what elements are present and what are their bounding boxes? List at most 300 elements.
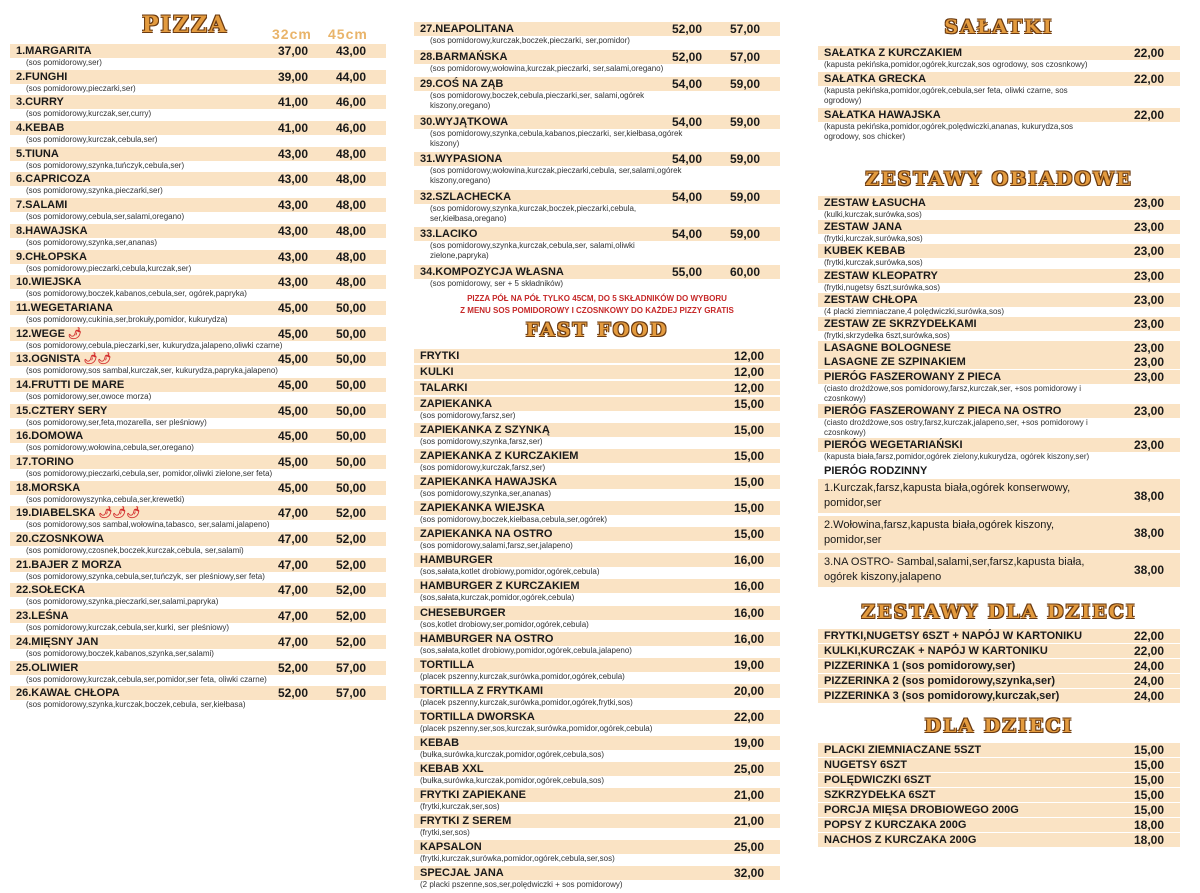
pizza-desc: (sos pomidorowy,szynka,pieczarki,ser) — [26, 186, 163, 196]
pizza-name-text: 21.BAJER Z MORZA — [16, 558, 122, 571]
fastfood-desc: (2 placki pszenne,sos,ser,polędwiczki + sos pomidorowy) — [420, 880, 623, 890]
fastfood-name: TORTILLA DWORSKA — [420, 710, 535, 723]
pizza-name — [414, 77, 780, 91]
pizza-desc: (sos pomidorowy,wołowina,cebula,ser,oregano) — [26, 443, 194, 453]
family-item — [818, 479, 1180, 513]
kids-item — [818, 818, 1180, 832]
pizza-desc: (sos pomidorowy,boczek,kabanos,cebula,ser, ogórek,papryka) — [26, 289, 247, 299]
fastfood-price: 20,00 — [733, 683, 764, 698]
family-price: 38,00 — [1133, 525, 1164, 540]
salad-item — [818, 108, 1180, 142]
lunch-price: 23,00 — [1133, 369, 1164, 384]
pizza-item — [10, 121, 386, 145]
price-45cm: 43,00 — [335, 44, 366, 58]
price-32cm: 54,00 — [671, 227, 702, 241]
pizza-name — [10, 404, 386, 418]
fastfood-price: 12,00 — [733, 364, 764, 379]
family-title: PIERÓG RODZINNY — [824, 464, 928, 477]
price-32cm: 43,00 — [277, 198, 308, 213]
pizza-name — [10, 635, 386, 649]
fastfood-desc: (frytki,kurczak,surówka,pomidor,ogórek,cebula,ser,sos) — [420, 854, 615, 864]
salad-name: SAŁATKA HAWAJSKA — [824, 109, 941, 121]
fastfood-name: FRYTKI ZAPIEKANE — [420, 789, 526, 802]
pizza-name-text: 16.DOMOWA — [16, 430, 84, 443]
fastfood-desc: (sos pomidorowy,szynka,farsz,ser) — [420, 436, 543, 446]
fastfood-desc: (bułka,surówka,kurczak,pomidor,ogórek,cebula,sos) — [420, 776, 605, 786]
price-45cm: 52,00 — [335, 634, 366, 649]
pizza-name — [414, 152, 780, 166]
fastfood-name: SPECJAŁ JANA — [420, 867, 504, 880]
salad-price: 22,00 — [1133, 108, 1164, 122]
pizza-desc: (sos pomidorowy,szynka,ser,ananas) — [26, 237, 158, 247]
price-45cm: 48,00 — [335, 146, 366, 161]
price-32cm: 41,00 — [277, 121, 308, 136]
pizza-column-left — [10, 0, 386, 712]
size-32-label: 32cm — [272, 26, 312, 42]
size-45-label: 45cm — [328, 26, 368, 42]
kids-set-name: PIZZERINKA 3 (sos pomidorowy,kurczak,ser) — [824, 689, 1060, 702]
pizza-name-text: 5.TIUNA — [16, 147, 59, 160]
lunch-item — [818, 220, 1180, 244]
kids-set-name: PIZZERINKA 1 (sos pomidorowy,ser) — [824, 659, 1016, 672]
pizza-name-text: 13.OGNISTA — [16, 353, 81, 366]
price-45cm: 48,00 — [335, 249, 366, 264]
fastfood-item — [414, 365, 780, 379]
fastfood-item — [414, 501, 780, 525]
pizza-name — [10, 352, 386, 366]
fastfood-name: HAMBURGER — [420, 554, 493, 567]
pizza-name — [10, 583, 386, 597]
fastfood-name: FRYTKI Z SEREM — [420, 815, 512, 828]
salad-name: SAŁATKA GRECKA — [824, 73, 927, 85]
pizza-desc: (sos pomidorowy,szynka,kurczak,cebula,ser, salami,oliwki zielone,papryka) — [430, 241, 635, 260]
salad-name: SAŁATKA Z KURCZAKIEM — [824, 47, 963, 59]
kids-item — [818, 743, 1180, 757]
pizza-desc: (sos pomidorowy,kurczak,cebula,ser,kurki, ser pleśniowy) — [26, 623, 230, 633]
lunch-name: PIERÓG FASZEROWANY Z PIECA — [824, 370, 1002, 383]
fastfood-list — [414, 349, 780, 891]
pizza-name — [414, 265, 780, 279]
salad-price: 22,00 — [1133, 72, 1164, 86]
pizza-name-text: 4.KEBAB — [16, 122, 65, 135]
fastfood-item — [414, 527, 780, 551]
kids-sets-title: ZESTAWY DLA DZIECI — [861, 600, 1137, 623]
price-45cm: 50,00 — [335, 352, 366, 367]
lunch-name: ZESTAW ZE SKRZYDEŁKAMI — [824, 317, 977, 330]
fastfood-name: ZAPIEKANKA Z KURCZAKIEM — [420, 449, 579, 462]
fastfood-desc: (sos pomidorowy,salami,farsz,ser,jalapeno) — [420, 541, 573, 551]
pizza-name — [10, 121, 386, 135]
fastfood-desc: (sos pomidorowy,szynka,ser,ananas) — [420, 489, 552, 499]
price-32cm: 54,00 — [671, 152, 702, 166]
price-45cm: 60,00 — [729, 264, 760, 279]
price-45cm: 59,00 — [729, 77, 760, 91]
pizza-desc: (sos pomidorowy,cebula,pieczarki,ser, kukurydza,jalapeno,oliwki czarne) — [26, 340, 283, 350]
pizza-name — [10, 558, 386, 572]
lunch-item — [818, 438, 1180, 462]
pizza-item — [10, 172, 386, 196]
lunch-desc: (ciasto drożdżowe,sos ostry,farsz,kurczak,jalapeno,ser, +sos pomidorowy i czosnkowy) — [824, 417, 1088, 437]
fastfood-desc: (sos pomidorowy,boczek,kiełbasa,cebula,ser,ogórek) — [420, 515, 608, 525]
fastfood-name: CHESEBURGER — [420, 606, 506, 619]
pizza-item — [10, 352, 386, 376]
fastfood-price: 12,00 — [733, 348, 764, 363]
pizza-item — [414, 227, 780, 261]
pizza-item — [414, 152, 780, 186]
fastfood-desc: (bułka,surówka,kurczak,pomidor,ogórek,cebula,sos) — [420, 750, 605, 759]
price-32cm: 47,00 — [277, 557, 308, 572]
kids-set-price: 24,00 — [1133, 658, 1164, 673]
kids-price: 18,00 — [1133, 817, 1164, 832]
pizza-desc: (sos pomidorowy,kurczak,cebula,ser) — [26, 135, 158, 145]
pizza-item — [414, 265, 780, 289]
price-32cm: 45,00 — [277, 352, 308, 367]
lunch-name: KUBEK KEBAB — [824, 245, 906, 258]
lunch-item — [818, 196, 1180, 220]
lunch-item — [818, 293, 1180, 317]
lunch-price: 23,00 — [1133, 268, 1164, 283]
price-32cm: 39,00 — [277, 69, 308, 84]
pizza-desc: (sos pomidorowy,ser,owoce morza) — [26, 391, 152, 401]
kids-price: 18,00 — [1133, 832, 1164, 847]
price-45cm: 48,00 — [335, 172, 366, 187]
kids-set-name: FRYTKI,NUGETSY 6SZT + NAPÓJ W KARTONIKU — [824, 629, 1083, 642]
pizza-name-text: 11.WEGETARIANA — [16, 301, 113, 314]
family-text: 3.NA OSTRO- Sambal,salami,ser,farsz,kapusta biała, ogórek kiszony,jalapeno — [824, 555, 1085, 583]
chili-pepper-icon: 🌶🌶🌶 — [98, 507, 141, 520]
pizza-name — [10, 481, 386, 495]
kids-set-name: KULKI,KURCZAK + NAPÓJ W KARTONIKU — [824, 644, 1048, 657]
price-32cm: 52,00 — [671, 22, 702, 36]
pizza-desc: (sos pomidorowy,boczek,kabanos,szynka,ser,salami) — [26, 648, 214, 658]
pizza-name-text: 12.WEGE — [16, 327, 65, 340]
pizza-name-text: 24.MIĘSNY JAN — [16, 635, 99, 648]
fastfood-name: ZAPIEKANKA WIEJSKA — [420, 502, 545, 515]
kids-name: SZKRZYDEŁKA 6SZT — [824, 788, 936, 801]
fastfood-item — [414, 381, 780, 395]
fastfood-item — [414, 475, 780, 499]
pizza-name-text: 34.KOMPOZYCJA WŁASNA — [420, 265, 564, 278]
fastfood-desc: (frytki,ser,sos) — [420, 828, 470, 838]
lunch-item — [818, 370, 1180, 404]
price-32cm: 55,00 — [671, 264, 702, 279]
fastfood-name: ZAPIEKANKA — [420, 397, 493, 410]
pizza-desc: (sos pomidorowy,szynka,cebula,kabanos,pieczarki, ser,kiełbasa,ogórek kiszony) — [430, 128, 683, 148]
price-32cm: 54,00 — [671, 189, 702, 204]
fastfood-name: KULKI — [420, 365, 454, 378]
pizza-item — [10, 198, 386, 222]
pizza-item — [10, 429, 386, 453]
kids-item — [818, 833, 1180, 847]
lunch-price: 23,00 — [1133, 341, 1164, 356]
lunch-item — [818, 317, 1180, 341]
pizza-name-text: 27.NEAPOLITANA — [420, 23, 514, 35]
pizza-note-line1: PIZZA PÓŁ NA PÓŁ TYLKO 45CM, DO 5 SKŁADNIKÓW DO WYBORU — [467, 293, 727, 303]
pizza-name — [10, 429, 386, 443]
fastfood-price: 15,00 — [733, 396, 764, 411]
salad-desc: (kapusta pekińska,pomidor,ogórek,polędwiczki,ananas, kukurydza,sos ogrodowy, sos chicker) — [824, 122, 1074, 141]
pizza-desc: (sos pomidorowy,pieczarki,cebula,kurczak,ser) — [26, 263, 192, 273]
fastfood-price: 25,00 — [733, 762, 764, 777]
fastfood-name: KEBAB XXL — [420, 763, 484, 776]
price-32cm: 45,00 — [277, 480, 308, 495]
fastfood-desc: (sos,sałata,kotlet drobiowy,pomidor,ogórek,cebula,jalapeno) — [420, 645, 632, 655]
fastfood-price: 15,00 — [733, 475, 764, 490]
pizza-item — [10, 301, 386, 325]
price-45cm: 59,00 — [729, 114, 760, 129]
pizza-desc: (sos pomidorowy,szynka,cebula,ser,tuńczyk, ser pleśniowy,ser feta) — [26, 571, 265, 581]
fastfood-item — [414, 423, 780, 447]
pizza-item — [414, 77, 780, 111]
price-45cm: 52,00 — [335, 609, 366, 624]
pizza-name — [10, 224, 386, 238]
pizza-item — [10, 327, 386, 351]
fastfood-price: 15,00 — [733, 422, 764, 437]
lunch-price: 23,00 — [1133, 316, 1164, 331]
family-list — [818, 479, 1180, 587]
fastfood-name: FRYTKI — [420, 349, 460, 362]
kids-name: POPSY Z KURCZAKA 200G — [824, 818, 967, 831]
lunch-price: 23,00 — [1133, 437, 1164, 452]
pizza-item — [10, 609, 386, 633]
fastfood-price: 25,00 — [733, 840, 764, 855]
pizza-desc: (sos pomidorowy,cukinia,ser,brokuły,pomidor, kukurydza) — [26, 314, 228, 324]
pizza-name — [10, 172, 386, 186]
fastfood-item — [414, 579, 780, 603]
lunch-desc: (4 placki ziemniaczane,4 polędwiczki,surówka,sos) — [824, 306, 1005, 316]
price-32cm: 45,00 — [277, 455, 308, 469]
fastfood-name: TORTILLA — [420, 658, 475, 671]
fastfood-price: 16,00 — [733, 553, 764, 568]
kids-list — [818, 743, 1180, 847]
kids-name: POLĘDWICZKI 6SZT — [824, 773, 931, 786]
lunch-item — [818, 244, 1180, 268]
lunch-price: 23,00 — [1133, 196, 1164, 210]
fastfood-name: KAPSALON — [420, 841, 482, 854]
price-45cm: 46,00 — [335, 121, 366, 136]
fastfood-item — [414, 788, 780, 812]
pizza-name — [10, 147, 386, 161]
pizza-desc: (sos pomidorowy,wołowina,kurczak,pieczarki,cebula, ser,salami,ogórek kiszony,oregano) — [430, 166, 682, 185]
price-32cm: 52,00 — [277, 660, 308, 675]
fastfood-item — [414, 606, 780, 630]
salad-item — [818, 46, 1180, 70]
pizza-desc: (sos pomidorowy,sos sambal,wołowina,tabasco, ser,salami,jalapeno) — [26, 520, 270, 530]
lunch-name: LASAGNE ZE SZPINAKIEM — [824, 356, 966, 369]
fastfood-item — [414, 684, 780, 708]
pizza-name-text: 26.KAWAŁ CHŁOPA — [16, 687, 120, 700]
kids-set-item — [818, 659, 1180, 673]
price-45cm: 52,00 — [335, 532, 366, 547]
lunch-price: 23,00 — [1133, 220, 1164, 235]
pizza-item — [10, 455, 386, 479]
pizza-name-text: 29.COŚ NA ZĄB — [420, 78, 504, 90]
fastfood-desc: (placek pszenny,kurczak,surówka,pomidor,ogórek,cebula) — [420, 671, 625, 681]
fastfood-item — [414, 710, 780, 734]
fastfood-desc: (sos,sałata,kurczak,pomidor,ogórek,cebula) — [420, 593, 575, 603]
pizza-item — [10, 506, 386, 530]
price-45cm: 50,00 — [335, 480, 366, 495]
kids-price: 15,00 — [1133, 742, 1164, 757]
pizza-name-text: 22.SOŁECKA — [16, 584, 86, 597]
lunch-desc: (kulki,kurczak,surówka,sos) — [824, 210, 922, 219]
price-32cm: 37,00 — [277, 44, 308, 58]
pizza-desc: (sos pomidorowy,szynka,kurczak,boczek,pieczarki,cebula, ser,kiełbasa,oregano) — [430, 203, 637, 223]
pizza-name-text: 33.LACIKO — [420, 228, 478, 240]
lunch-desc: (frytki,skrzydełka 6szt,surówka,sos) — [824, 330, 950, 340]
pizza-item — [10, 686, 386, 710]
fastfood-desc: (sos,kotlet drobiowy,ser,pomidor,ogórek,cebula) — [420, 619, 589, 629]
pizza-name — [414, 50, 780, 64]
fastfood-name: HAMBURGER Z KURCZAKIEM — [420, 580, 580, 593]
pizza-name-text: 19.DIABELSKA — [16, 507, 96, 520]
fastfood-name: HAMBURGER NA OSTRO — [420, 632, 554, 645]
pizza-name — [10, 70, 386, 84]
pizza-name-text: 18.MORSKA — [16, 481, 81, 494]
pizza-item — [10, 583, 386, 607]
lunch-desc: (ciasto drożdżowe,sos pomidorowy,farsz,kurczak,ser, +sos pomidorowy i czosnkowy) — [824, 383, 1082, 403]
pizza-name-text: 7.SALAMI — [16, 199, 68, 212]
salad-price: 22,00 — [1133, 46, 1164, 60]
family-price: 38,00 — [1133, 562, 1164, 577]
fastfood-title: FAST FOOD — [525, 318, 669, 341]
price-32cm: 47,00 — [277, 506, 308, 521]
price-32cm: 45,00 — [277, 403, 308, 418]
pizza-name — [414, 115, 780, 129]
pizza-item — [414, 115, 780, 149]
right-column — [818, 0, 1180, 848]
pizza-item — [10, 661, 386, 685]
pizza-desc: (sos pomidorowy,kurczak,ser,curry) — [26, 109, 152, 119]
fastfood-item — [414, 840, 780, 864]
fastfood-price: 21,00 — [733, 788, 764, 803]
kids-item — [818, 773, 1180, 787]
price-45cm: 48,00 — [335, 198, 366, 213]
pizza-name-text: 1.MARGARITA — [16, 45, 92, 57]
pizza-desc: (sos pomidorowy,boczek,cebula,pieczarki,ser, salami,ogórek kiszony,oregano) — [430, 91, 645, 110]
price-45cm: 57,00 — [335, 660, 366, 675]
pizza-name-text: 2.FUNGHI — [16, 70, 68, 83]
pizza-name-text: 28.BARMAŃSKA — [420, 50, 508, 63]
kids-name: PLACKI ZIEMNIACZANE 5SZT — [824, 743, 982, 756]
price-32cm: 52,00 — [671, 49, 702, 64]
kids-set-price: 24,00 — [1133, 688, 1164, 703]
price-32cm: 43,00 — [277, 249, 308, 264]
pizza-name — [10, 455, 386, 469]
price-32cm: 43,00 — [277, 146, 308, 161]
kids-set-price: 24,00 — [1133, 673, 1164, 688]
fastfood-name: ZAPIEKANKA NA OSTRO — [420, 528, 553, 541]
pizza-name — [10, 661, 386, 675]
fastfood-desc: (placek pszenny,ser,sos,kurczak,surówka,pomidor,ogórek,cebula) — [420, 723, 653, 733]
price-45cm: 50,00 — [335, 429, 366, 444]
price-32cm: 54,00 — [671, 77, 702, 91]
pizza-desc: (sos pomidorowy, ser + 5 składników) — [430, 278, 564, 288]
kids-price: 15,00 — [1133, 772, 1164, 787]
fastfood-price: 32,00 — [733, 866, 764, 881]
lunch-name: PIERÓG WEGETARIAŃSKI — [824, 438, 963, 451]
lunch-desc: (frytki,kurczak,surówka,sos) — [824, 234, 923, 244]
fastfood-item — [414, 736, 780, 760]
kids-item — [818, 788, 1180, 802]
pizza-name — [10, 327, 386, 341]
salad-desc: (kapusta pekińska,pomidor,ogórek,cebula,ser feta, oliwki czarne, sos ogrodowy) — [824, 86, 1068, 105]
price-32cm: 54,00 — [671, 114, 702, 129]
pizza-list-left — [10, 44, 386, 710]
fastfood-item — [414, 814, 780, 838]
pizza-desc: (sos pomidorowy,szynka,pieczarki,ser,salami,papryka) — [26, 597, 219, 607]
pizza-item — [10, 95, 386, 119]
pizza-name — [10, 198, 386, 212]
pizza-desc: (sos pomidorowy,czosnek,boczek,kurczak,cebula, ser,salami) — [26, 546, 244, 556]
kids-set-item — [818, 674, 1180, 688]
price-45cm: 50,00 — [335, 300, 366, 315]
pizza-item — [10, 147, 386, 171]
pizza-note-line2: Z MENU SOS POMIDOROWY I CZOSNKOWY DO KAŻDEJ PIZZY GRATIS — [460, 305, 734, 315]
price-32cm: 47,00 — [277, 634, 308, 649]
pizza-name — [10, 609, 386, 623]
pizza-name — [414, 22, 780, 36]
pizza-list-right — [414, 22, 780, 289]
fastfood-name: TORTILLA Z FRYTKAMI — [420, 684, 544, 697]
price-32cm: 47,00 — [277, 583, 308, 598]
fastfood-price: 12,00 — [733, 380, 764, 395]
price-32cm: 43,00 — [277, 275, 308, 290]
pizza-desc: (sos pomidorowy,wołowina,kurczak,pieczarki, ser,salami,oregano) — [430, 63, 664, 73]
fastfood-item — [414, 449, 780, 473]
price-45cm: 57,00 — [729, 49, 760, 64]
salads-list — [818, 46, 1180, 142]
lunch-price: 23,00 — [1133, 244, 1164, 259]
pizza-name — [10, 275, 386, 289]
lunch-item — [818, 341, 1180, 355]
family-text: 1.Kurczak,farsz,kapusta biała,ogórek konserwowy, pomidor,ser — [824, 481, 1071, 509]
pizza-item — [414, 22, 780, 46]
kids-item — [818, 758, 1180, 772]
fastfood-desc: (frytki,kurczak,ser,sos) — [420, 802, 500, 812]
pizza-name-text: 6.CAPRICOZA — [16, 173, 91, 186]
fastfood-price: 16,00 — [733, 631, 764, 646]
fastfood-price: 16,00 — [733, 579, 764, 594]
lunch-desc: (frytki,nugetsy 6szt,surówka,sos) — [824, 282, 941, 292]
fastfood-price: 19,00 — [733, 736, 764, 750]
lunch-desc: (frytki,kurczak,surówka,sos) — [824, 258, 923, 268]
price-32cm: 43,00 — [277, 223, 308, 238]
chili-pepper-icon: 🌶 — [67, 327, 82, 340]
pizza-name — [414, 227, 780, 241]
pizza-name — [10, 250, 386, 264]
pizza-name-text: 15.CZTERY SERY — [16, 404, 108, 417]
pizza-name-text: 9.CHŁOPSKA — [16, 250, 87, 263]
price-45cm: 50,00 — [335, 403, 366, 418]
pizza-name-text: 20.CZOSNKOWA — [16, 533, 105, 546]
fastfood-name: KEBAB — [420, 737, 460, 749]
pizza-name-text: 32.SZLACHECKA — [420, 190, 512, 203]
pizza-name — [10, 95, 386, 109]
kids-set-item — [818, 689, 1180, 703]
pizza-item — [10, 44, 386, 68]
pizza-desc: (sos pomidorowy,pieczarki,ser) — [26, 83, 136, 93]
fastfood-desc: (placek pszenny,kurczak,surówka,pomidor,ogórek,frytki,sos) — [420, 697, 633, 707]
fastfood-item — [414, 762, 780, 786]
fastfood-desc: (sos pomidorowy,farsz,ser) — [420, 410, 516, 420]
fastfood-price: 15,00 — [733, 527, 764, 542]
fastfood-item — [414, 658, 780, 682]
family-item — [818, 516, 1180, 550]
pizza-item — [414, 190, 780, 224]
price-45cm: 52,00 — [335, 506, 366, 521]
price-45cm: 59,00 — [729, 152, 760, 166]
